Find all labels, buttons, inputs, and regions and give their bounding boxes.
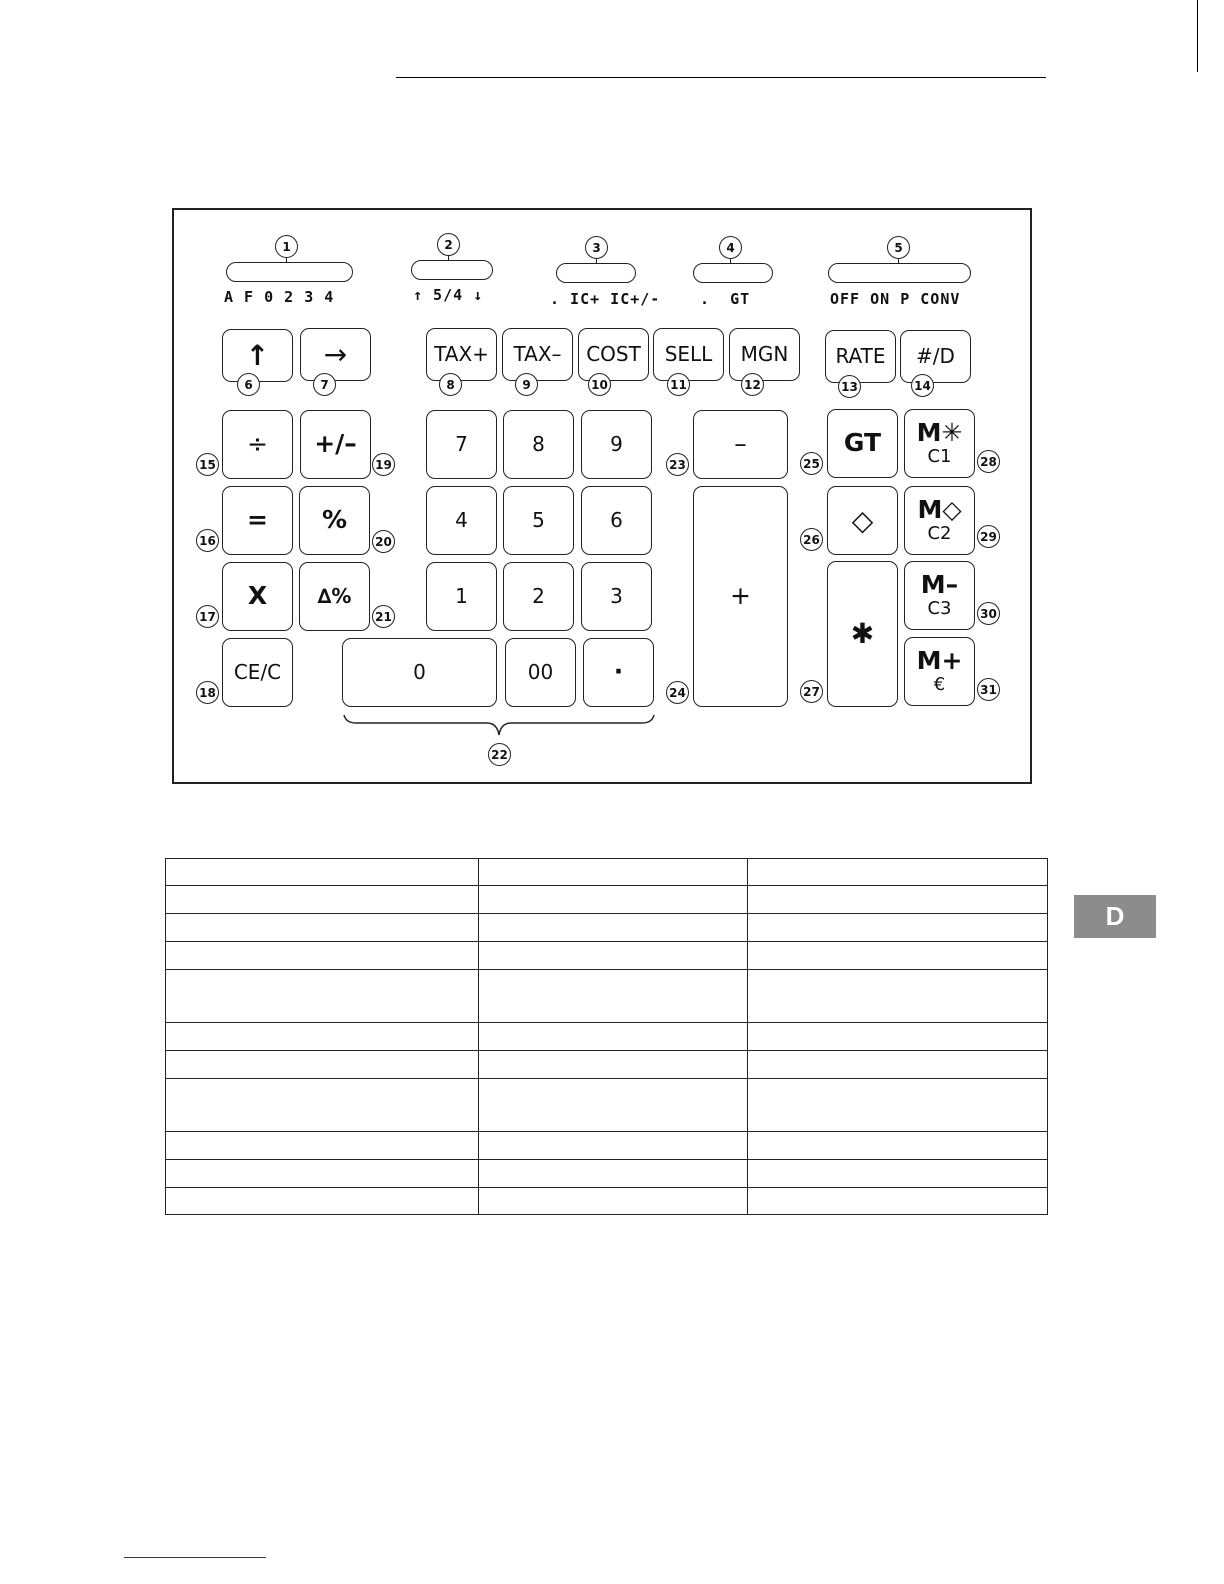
callout-leader (286, 258, 287, 262)
table-row (166, 1132, 1048, 1160)
table-cell (748, 1079, 1048, 1132)
table-cell (166, 914, 479, 942)
key-label: M◇ (917, 495, 962, 525)
digit-7-key[interactable] (426, 410, 497, 479)
gt-key[interactable] (827, 409, 898, 478)
key-sublabel: C1 (927, 445, 952, 467)
sell-key[interactable] (653, 328, 724, 381)
key-sublabel: € (933, 673, 946, 695)
callout-leader (448, 256, 449, 260)
key-label: 4 (455, 508, 468, 532)
slider-power-mode[interactable] (828, 263, 971, 283)
table-cell (748, 1023, 1048, 1051)
table-cell (478, 1132, 748, 1160)
callout-4: 4 (719, 236, 742, 259)
table-row (166, 1051, 1048, 1079)
mgn-key[interactable] (729, 328, 800, 381)
slider-decimal-labels: A F 0 2 3 4 (224, 288, 335, 306)
table-cell (166, 1188, 479, 1215)
table-cell (166, 1051, 479, 1079)
slider-decimal[interactable] (226, 262, 353, 282)
memory-plus-key[interactable] (904, 637, 975, 706)
key-label: GT (843, 428, 882, 458)
table-cell (166, 942, 479, 970)
table-cell (478, 1023, 748, 1051)
table-cell (166, 859, 479, 886)
delta-percent-key[interactable] (299, 562, 370, 631)
table-cell (166, 1160, 479, 1188)
multiply-key[interactable] (222, 562, 293, 631)
callout-18: 18 (196, 681, 219, 704)
callout-29: 29 (977, 525, 1000, 548)
table-cell (478, 942, 748, 970)
callout-leader (898, 259, 899, 263)
slider-item-count[interactable] (556, 263, 636, 283)
callout-9: 9 (515, 373, 538, 396)
callout-2: 2 (437, 233, 460, 256)
delta-icon: ∆% (317, 584, 352, 608)
callout-21: 21 (372, 605, 395, 628)
digit-1-key[interactable] (426, 562, 497, 631)
callout-3: 3 (585, 236, 608, 259)
minus-key[interactable] (693, 410, 788, 479)
key-label: 1 (455, 584, 468, 608)
callout-13: 13 (838, 375, 861, 398)
callout-30: 30 (977, 602, 1000, 625)
table-cell (166, 970, 479, 1023)
section-tab[interactable]: D (1074, 895, 1156, 938)
slider-item-count-labels: . IC+ IC+/- (550, 290, 661, 308)
key-label: COST (586, 342, 641, 366)
key-label: MGN (740, 342, 789, 366)
table-cell (478, 859, 748, 886)
key-label: CE/C (233, 660, 282, 684)
table-row (166, 942, 1048, 970)
key-label: M✳ (916, 418, 963, 448)
memory-subtotal-key[interactable] (904, 409, 975, 478)
key-label: SELL (664, 342, 713, 366)
table-row (166, 886, 1048, 914)
callout-17: 17 (196, 605, 219, 628)
equals-key[interactable] (222, 486, 293, 555)
key-label: · (613, 657, 624, 687)
description-table (165, 858, 1048, 1215)
callout-6: 6 (237, 373, 260, 396)
key-label: 5 (532, 508, 545, 532)
callout-28: 28 (977, 450, 1000, 473)
table-cell (166, 886, 479, 914)
table-cell (166, 1132, 479, 1160)
callout-27: 27 (800, 680, 823, 703)
digit-2-key[interactable] (503, 562, 574, 631)
table-cell (748, 970, 1048, 1023)
callout-19: 19 (372, 453, 395, 476)
key-label: M– (920, 570, 959, 600)
memory-minus-key[interactable] (904, 561, 975, 630)
digit-3-key[interactable] (581, 562, 652, 631)
table-row (166, 1160, 1048, 1188)
key-label: 9 (610, 432, 623, 456)
hash-d-key[interactable] (900, 330, 971, 383)
key-label: RATE (835, 344, 886, 368)
tax-plus-key[interactable] (426, 328, 497, 381)
callout-leader (596, 259, 597, 263)
memory-recall-key[interactable] (904, 486, 975, 555)
cost-key[interactable] (578, 328, 649, 381)
right-arrow-icon: → (323, 337, 348, 371)
key-label: 8 (532, 432, 545, 456)
corner-mark (1197, 0, 1198, 72)
key-label: TAX+ (434, 342, 489, 366)
diamond-icon: ◇ (851, 503, 874, 537)
table-cell (478, 1188, 748, 1215)
digit-8-key[interactable] (503, 410, 574, 479)
table-row (166, 859, 1048, 886)
table-cell (748, 1160, 1048, 1188)
key-sublabel: C2 (927, 522, 952, 544)
percent-icon: % (321, 505, 348, 535)
callout-11: 11 (667, 373, 690, 396)
table-cell (166, 1079, 479, 1132)
star-icon: ✱ (850, 617, 875, 651)
tax-minus-key[interactable] (502, 328, 573, 381)
ce-c-key[interactable] (222, 638, 293, 707)
key-label: TAX– (513, 342, 562, 366)
key-sublabel: C3 (927, 597, 952, 619)
table-cell (748, 942, 1048, 970)
table-row (166, 1079, 1048, 1132)
key-label: 6 (610, 508, 623, 532)
callout-14: 14 (911, 374, 934, 397)
callout-5: 5 (887, 236, 910, 259)
table-cell (748, 1132, 1048, 1160)
table-cell (478, 886, 748, 914)
key-label: 2 (532, 584, 545, 608)
star-key[interactable] (827, 561, 898, 707)
multiply-icon: X (247, 581, 268, 611)
up-arrow-icon: ↑ (245, 338, 270, 372)
up-arrow-key[interactable] (222, 329, 293, 382)
slider-rounding[interactable] (411, 260, 493, 280)
plus-icon: + (730, 581, 751, 611)
table-cell (478, 914, 748, 942)
table-row (166, 970, 1048, 1023)
decimal-key[interactable] (583, 638, 654, 707)
equals-icon: = (247, 505, 268, 535)
table-cell (748, 914, 1048, 942)
slider-grand-total-labels: . GT (700, 290, 751, 308)
table-cell (478, 1079, 748, 1132)
divide-icon: ÷ (247, 429, 268, 459)
digit-00-key[interactable] (505, 638, 576, 707)
plus-minus-key[interactable] (300, 410, 371, 479)
callout-25: 25 (800, 452, 823, 475)
table-cell (748, 1188, 1048, 1215)
table-cell (748, 1051, 1048, 1079)
key-label: M+ (916, 646, 963, 676)
callout-10: 10 (588, 373, 611, 396)
callout-leader (730, 259, 731, 263)
callout-8: 8 (439, 373, 462, 396)
callout-20: 20 (372, 530, 395, 553)
footer-rule (124, 1557, 266, 1558)
table-cell (478, 1051, 748, 1079)
digit-0-key[interactable] (342, 638, 497, 707)
callout-7: 7 (313, 373, 336, 396)
minus-icon: – (734, 429, 747, 459)
callout-26: 26 (800, 528, 823, 551)
callout-15: 15 (196, 453, 219, 476)
callout-1: 1 (275, 235, 298, 258)
table-cell (478, 1160, 748, 1188)
header-rule (396, 77, 1046, 78)
digit-6-key[interactable] (581, 486, 652, 555)
table-cell (748, 859, 1048, 886)
key-label: +/– (314, 429, 357, 459)
divide-key[interactable] (222, 410, 293, 479)
right-arrow-key[interactable] (300, 328, 371, 381)
table-cell (748, 886, 1048, 914)
table-cell (478, 970, 748, 1023)
slider-rounding-labels: ↑ 5/4 ↓ (413, 286, 484, 304)
key-label: 00 (527, 660, 554, 684)
slider-power-mode-labels: OFF ON P CONV (830, 290, 961, 308)
callout-31: 31 (977, 678, 1000, 701)
callout-12: 12 (741, 373, 764, 396)
percent-key[interactable] (299, 486, 370, 555)
digit-4-key[interactable] (426, 486, 497, 555)
table-row (166, 1188, 1048, 1215)
table-cell (166, 1023, 479, 1051)
diamond-key[interactable] (827, 486, 898, 555)
numeric-keys-brace (342, 713, 656, 743)
key-label: 0 (413, 660, 426, 684)
key-label: #/D (916, 344, 955, 368)
callout-24: 24 (666, 681, 689, 704)
callout-22: 22 (488, 743, 511, 766)
rate-key[interactable] (825, 330, 896, 383)
table-row (166, 1023, 1048, 1051)
callout-23: 23 (666, 453, 689, 476)
table-row (166, 914, 1048, 942)
callout-16: 16 (196, 529, 219, 552)
digit-9-key[interactable] (581, 410, 652, 479)
slider-grand-total[interactable] (693, 263, 773, 283)
digit-5-key[interactable] (503, 486, 574, 555)
key-label: 3 (610, 584, 623, 608)
plus-key[interactable] (693, 486, 788, 707)
key-label: 7 (455, 432, 468, 456)
